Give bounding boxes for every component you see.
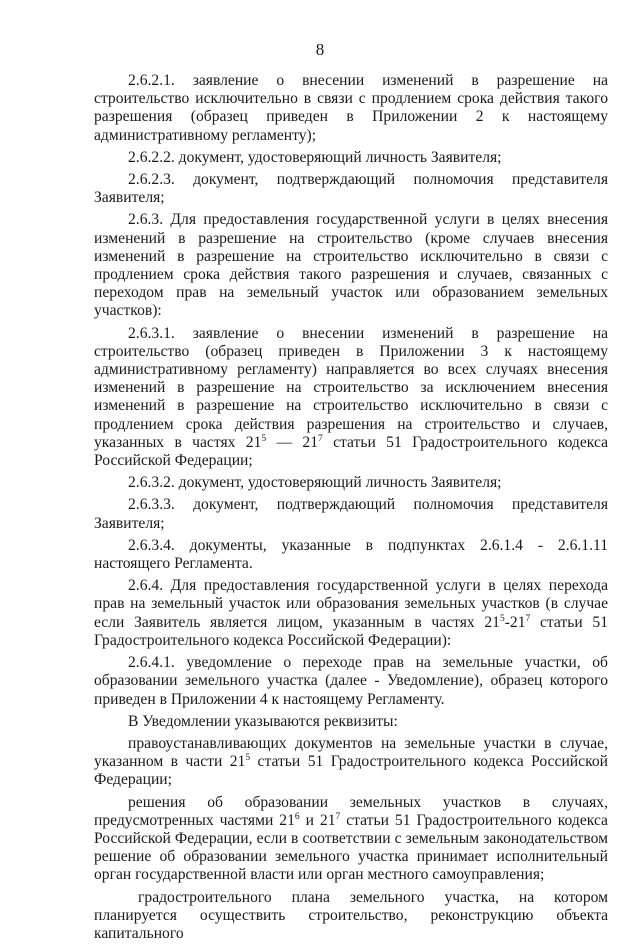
text-segment: статьи 51 Градостроительного кодекса Российской Федерации):: [94, 613, 609, 649]
paragraph-p6: [94, 474, 608, 492]
superscript: 5: [245, 753, 251, 764]
paragraph-p12: [94, 735, 608, 790]
text-segment: 2.6.3.4. документы, указанные в подпунктах 2.6.1.4 - 2.6.1.11 настоящего Регламента.: [94, 536, 608, 573]
text-segment: 2.6.4. Для предоставления государственной услуги в целях перехода прав на земельный участок или образования земельных участков (в случае если Заявитель является лицом, указанным в частях 21: [94, 577, 608, 631]
text-segment: 2.6.3.1. заявление о внесении изменений в разрешение на строительство (образец приведен в Приложении 3 к настоящему административному регламенту) направляется во всех случаях внесения изменений в разрешение на строительство за исключением внесения изменений в разрешение на строительство исключительно в связи с продлением срока действия разрешения на строительство и случаев, указанных в частях 21: [94, 324, 608, 451]
text-segment: градостроительного плана земельного участка, на котором планируется осуществить строительство, реконструкцию объекта капитального: [94, 888, 608, 942]
text-segment: статьи 51 Градостроительного кодекса Российской Федерации;: [94, 433, 608, 470]
superscript: 7: [525, 613, 531, 624]
text-segment: 2.6.3.2. документ, удостоверяющий личность Заявителя;: [128, 474, 502, 492]
superscript: 7: [318, 433, 323, 444]
paragraph-p9: [94, 577, 608, 650]
text-segment: В Уведомлении указываются реквизиты:: [128, 712, 398, 730]
superscript: 5: [499, 613, 505, 624]
text-segment: 2.6.2.2. документ, удостоверяющий личность Заявителя;: [128, 148, 502, 166]
page-number: 8: [315, 40, 325, 59]
paragraph-p10: [94, 654, 608, 709]
text-segment: статьи 51 Градостроительного кодекса Российской Федерации;: [94, 753, 608, 789]
text-segment: правоустанавливающих документов на земельные участки в случае, указанном в части 21: [94, 734, 608, 771]
superscript: 5: [261, 433, 267, 444]
text-segment: -21: [504, 613, 526, 631]
paragraph-p5: [94, 325, 608, 471]
superscript: 6: [294, 811, 300, 822]
paragraph-p14: [94, 889, 608, 944]
text-segment: — 21: [266, 433, 319, 451]
paragraph-p4: [94, 211, 608, 320]
paragraph-p7: [94, 496, 608, 532]
paragraph-p3: [94, 171, 608, 207]
paragraph-p2: [94, 149, 608, 167]
text-segment: 2.6.3.3. документ, подтверждающий полномочия представителя Заявителя;: [94, 496, 608, 532]
text-segment: и 21: [299, 811, 336, 829]
paragraph-p8: [94, 537, 608, 573]
paragraph-p13: [94, 794, 608, 885]
paragraph-p1: [94, 72, 608, 145]
text-segment: 2.6.2.1. заявление о внесении изменений в разрешение на строительство исключительно в связи с продлением срока действия такого разрешения (образец приведен в Приложении 2 к настоящему административному регламенту);: [94, 72, 608, 144]
text-segment: 2.6.4.1. уведомление о переходе прав на земельные участки, об образовании земельного участка (далее - Уведомление), образец которого приведен в Приложении 4 к настоящему Регламенту.: [94, 654, 608, 708]
document-body: [94, 72, 608, 947]
paragraph-p11: [94, 713, 608, 731]
superscript: 7: [335, 811, 341, 822]
text-segment: 2.6.2.3. документ, подтверждающий полномочия представителя Заявителя;: [94, 171, 608, 207]
text-segment: 2.6.3. Для предоставления государственной услуги в целях внесения изменений в разрешение на строительство (кроме случаев внесения изменений в разрешение на строительство исключительно в связи с продлением срока действия такого разрешения и случаев, связанных с переходом прав на земельный участок или образованием земельных участков):: [94, 211, 608, 320]
text-segment: решения об образовании земельных участков в случаях, предусмотренных частями 21: [94, 793, 608, 829]
text-segment: статьи 51 Градостроительного кодекса Российской Федерации, если в соответствии с земельным законодательством решение об образовании земельного участка принимает исполнительный орган государственной власти или орган местного самоуправления;: [94, 811, 608, 884]
